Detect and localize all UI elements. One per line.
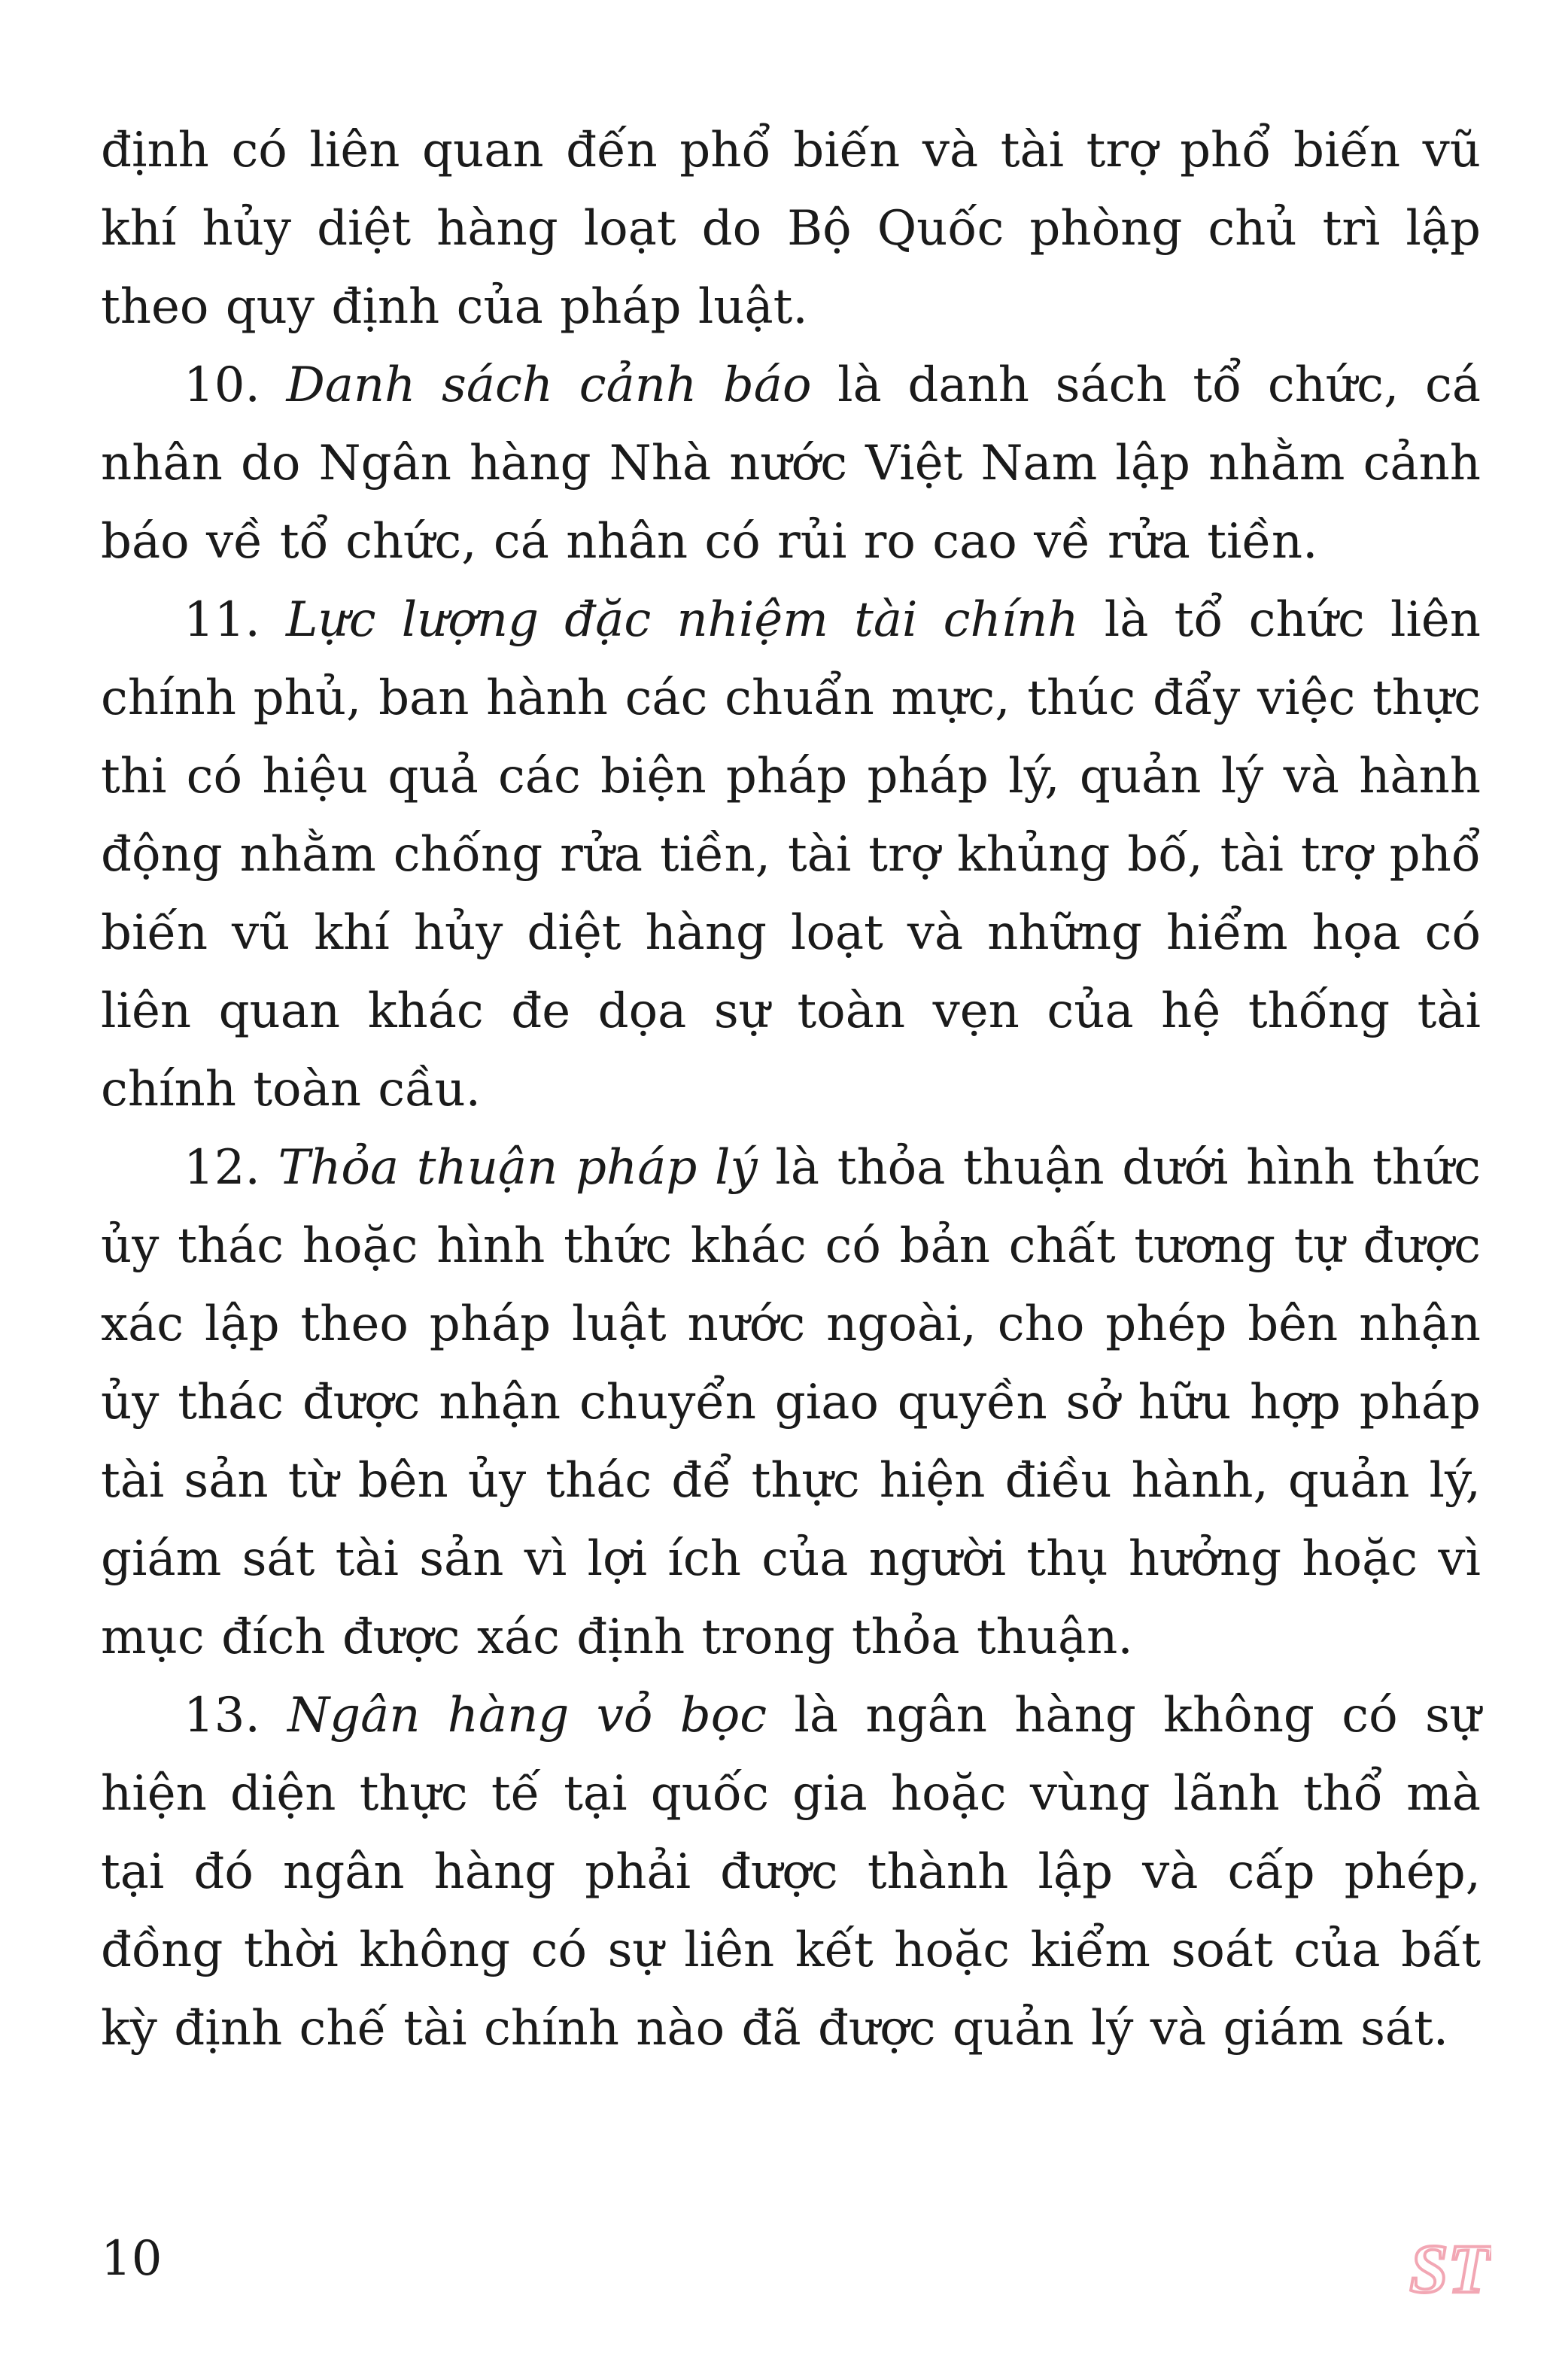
- definition-12: [101, 1129, 1481, 1676]
- definition-term: Lực lượng đặc nhiệm tài chính: [285, 592, 1079, 648]
- definition-term: Thỏa thuận pháp lý: [278, 1140, 758, 1196]
- definition-term: Ngân hàng vỏ bọc: [287, 1688, 767, 1743]
- definition-text: là tổ chức liên chính phủ, ban hành các chuẩn mực, thúc đẩy việc thực thi có hiệu quả các biện pháp pháp lý, quản lý và hành động nhằm chống rửa tiền, tài trợ khủng bố, tài trợ phổ biến vũ khí hủy diệt hàng loạt và những hiểm họa có liên quan khác đe dọa sự toàn vẹn của hệ thống tài chính toàn cầu.: [101, 592, 1482, 1117]
- definition-number: 12.: [184, 1140, 278, 1196]
- definition-number: 11.: [184, 592, 286, 648]
- page-body: [101, 111, 1481, 2068]
- definition-term: Danh sách cảnh báo: [286, 357, 812, 413]
- definition-11: [101, 581, 1481, 1129]
- definition-number: 13.: [184, 1688, 288, 1743]
- definition-text: là danh sách tổ chức, cá nhân do Ngân hàng Nhà nước Việt Nam lập nhằm cảnh báo về tổ chức, cá nhân có rủi ro cao về rửa tiền.: [101, 357, 1481, 570]
- logo-text: ST: [1409, 2230, 1491, 2307]
- definition-text: là thỏa thuận dưới hình thức ủy thác hoặc hình thức khác có bản chất tương tự được xác lập theo pháp luật nước ngoài, cho phép bên nhận ủy thác được nhận chuyển giao quyền sở hữu hợp pháp tài sản từ bên ủy thác để thực hiện điều hành, quản lý, giám sát tài sản vì lợi ích của người thụ hưởng hoặc vì mục đích được xác định trong thỏa thuận.: [101, 1140, 1482, 1665]
- publisher-logo-icon: [1409, 2220, 1491, 2310]
- page-number: 10: [101, 2231, 163, 2287]
- paragraph-continuation: [101, 111, 1481, 346]
- definition-13: [101, 1676, 1481, 2068]
- definition-10: [101, 346, 1481, 581]
- definition-text: là ngân hàng không có sự hiện diện thực tế tại quốc gia hoặc vùng lãnh thổ mà tại đó ngân hàng phải được thành lập và cấp phép, đồng thời không có sự liên kết hoặc kiểm soát của bất kỳ định chế tài chính nào đã được quản lý và giám sát.: [101, 1688, 1482, 2056]
- definition-number: 10.: [184, 357, 287, 413]
- paragraph-text: định có liên quan đến phổ biến và tài trợ phổ biến vũ khí hủy diệt hàng loạt do Bộ Quốc phòng chủ trì lập theo quy định của pháp luật.: [101, 123, 1481, 335]
